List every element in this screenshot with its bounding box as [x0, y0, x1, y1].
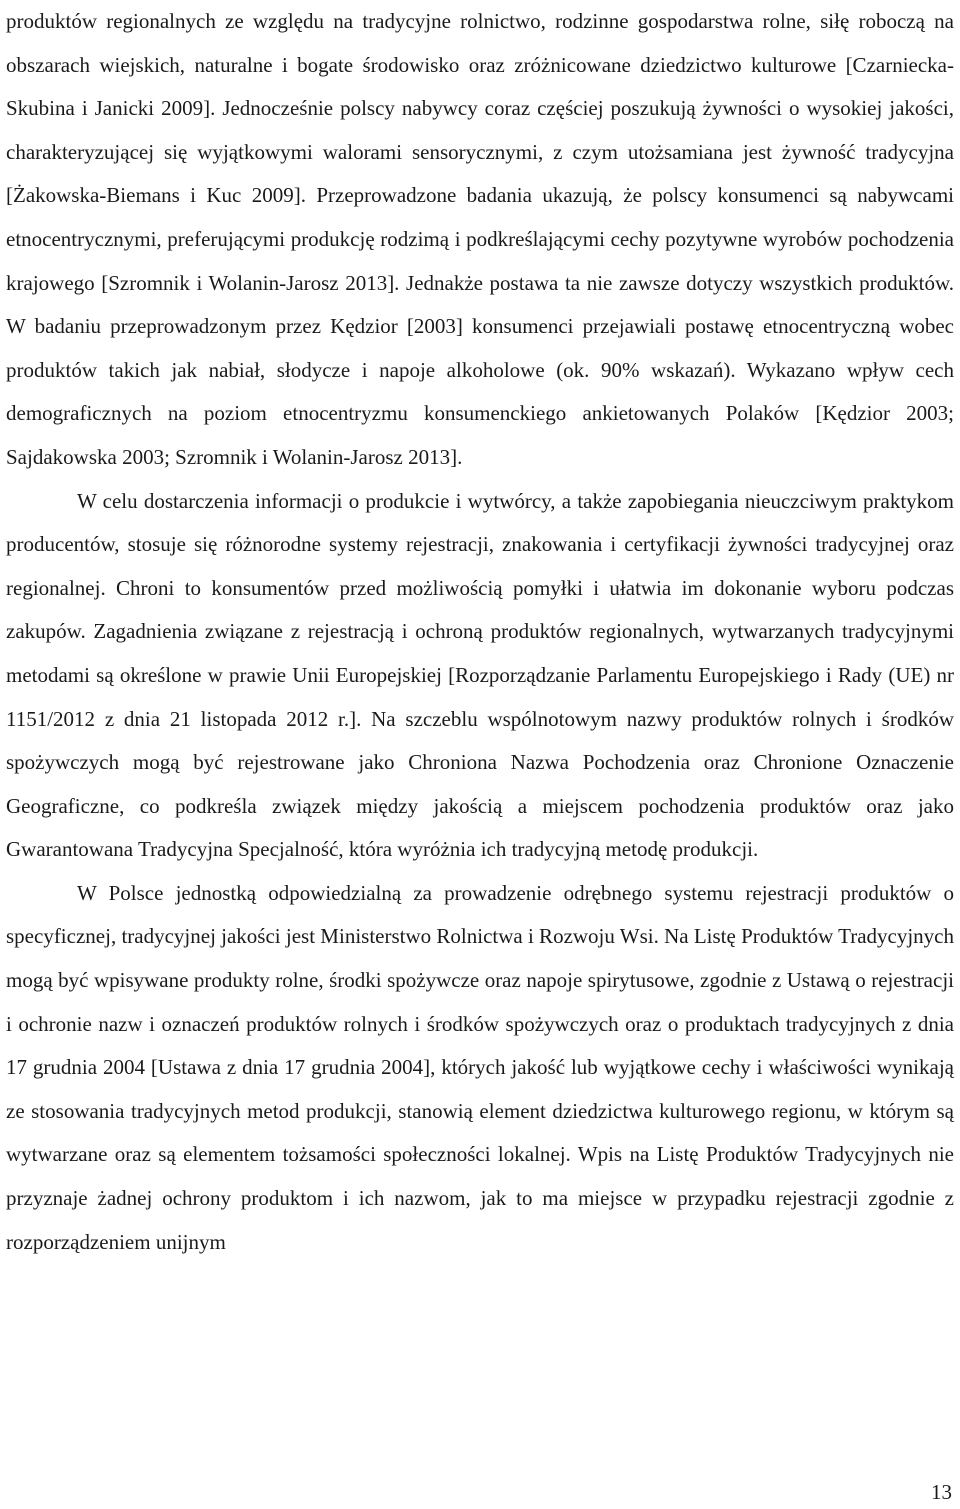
paragraph-eu-registration-systems: W celu dostarczenia informacji o produkcie i wytwórcy, a także zapobiegania nieuczciwym praktykom producentów, stosuje się różnorodne systemy rejestracji, znakowania i certyfikacji żywności tradycyjnej oraz regionalnej. Chroni to konsumentów przed możliwością pomyłki i ułatwia im dokonanie wyboru podczas zakupów. Zagadnienia związane z rejestracją i ochroną produktów regionalnych, wytwarzanych tradycyjnymi metodami są określone w prawie Unii Europejskiej [Rozporządzanie Parlamentu Europejskiego i Rady (UE) nr 1151/2012 z dnia 21 listopada 2012 r.]. Na szczeblu wspólnotowym nazwy produktów rolnych i środków spożywczych mogą być rejestrowane jako Chroniona Nazwa Pochodzenia oraz Chronione Oznaczenie Geograficzne, co podkreśla związek między jakością a miejscem pochodzenia produktów oraz jako Gwarantowana Tradycyjna Specjalność, która wyróżnia ich tradycyjną metodę produkcji.	[6, 488, 954, 862]
page-number: 13	[931, 1480, 952, 1504]
body-text	[6, 0, 954, 1264]
paragraph-polish-traditional-products-list: W Polsce jednostką odpowiedzialną za prowadzenie odrębnego systemu rejestracji produktów o specyficznej, tradycyjnej jakości jest Ministerstwo Rolnictwa i Rozwoju Wsi. Na Listę Produktów Tradycyjnych mogą być wpisywane produkty rolne, środki spożywcze oraz napoje spirytusowe, zgodnie z Ustawą o rejestracji i ochronie nazw i oznaczeń produktów rolnych i środków spożywczych oraz o produktach tradycyjnych z dnia 17 grudnia 2004 [Ustawa z dnia 17 grudnia 2004], których jakość lub wyjątkowe cechy i właściwości wynikają ze stosowania tradycyjnych metod produkcji, stanowią element dziedzictwa kulturowego regionu, w którym są wytwarzane oraz są elementem tożsamości społeczności lokalnej. Wpis na Listę Produktów Tradycyjnych nie przyznaje żadnej ochrony produktom i ich nazwom, jak to ma miejsce w przypadku rejestracji zgodnie z rozporządzeniem unijnym	[6, 880, 954, 1254]
paragraph-consumer-ethnocentrism: produktów regionalnych ze względu na tradycyjne rolnictwo, rodzinne gospodarstwa rolne, siłę roboczą na obszarach wiejskich, naturalne i bogate środowisko oraz zróżnicowane dziedzictwo kulturowe [Czarniecka-Skubina i Janicki 2009]. Jednocześnie polscy nabywcy coraz częściej poszukują żywności o wysokiej jakości, charakteryzującej się wyjątkowymi walorami sensorycznymi, z czym utożsamiana jest żywność tradycyjna [Żakowska-Biemans i Kuc 2009]. Przeprowadzone badania ukazują, że polscy konsumenci są nabywcami etnocentrycznymi, preferującymi produkcję rodzimą i podkreślającymi cechy pozytywne wyrobów pochodzenia krajowego [Szromnik i Wolanin-Jarosz 2013]. Jednakże postawa ta nie zawsze dotyczy wszystkich produktów. W badaniu przeprowadzonym przez Kędzior [2003] konsumenci przejawiali postawę etnocentryczną wobec produktów takich jak nabiał, słodycze i napoje alkoholowe (ok. 90% wskazań). Wykazano wpływ cech demograficznych na poziom etnocentryzmu konsumenckiego ankietowanych Polaków [Kędzior 2003; Sajdakowska 2003; Szromnik i Wolanin-Jarosz 2013].	[6, 9, 954, 469]
